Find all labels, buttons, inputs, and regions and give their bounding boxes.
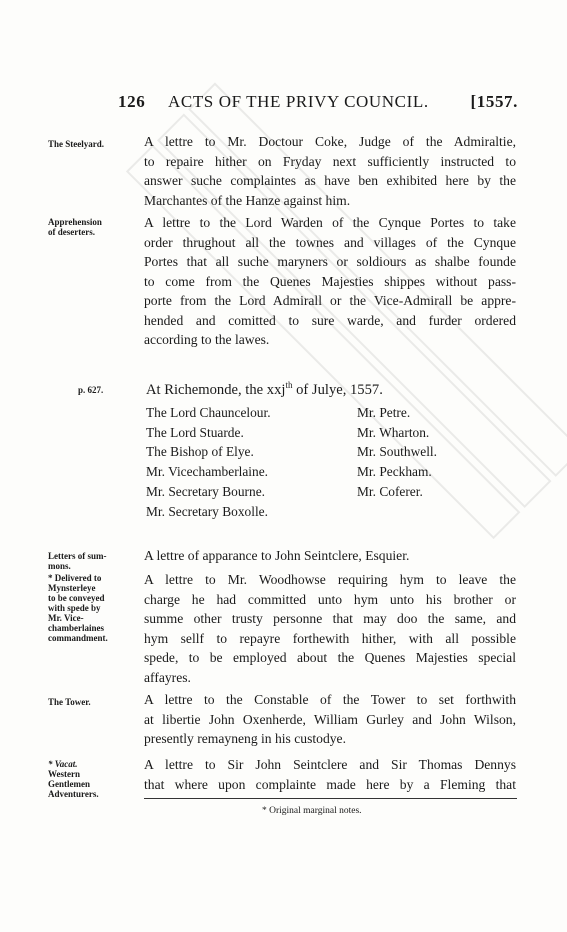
attendee: The Bishop of Elye.: [146, 444, 254, 460]
margin-note-line: * Delivered to: [48, 573, 102, 583]
entry-seintclere-dennys: [144, 755, 516, 794]
text-line: A lettre of apparance to John Seintclere, Esquier.: [144, 548, 410, 563]
attendee: Mr. Southwell.: [357, 444, 437, 460]
entry-summons: [144, 546, 516, 566]
attendee: Mr. Vicechamberlaine.: [146, 464, 269, 480]
margin-note-line: * Vacat.: [48, 759, 78, 769]
margin-note-line: The Steelyard.: [48, 139, 104, 149]
margin-note-line: mons.: [48, 561, 71, 571]
page-reference: p. 627.: [78, 385, 104, 395]
entry-woodhowse: [144, 570, 516, 687]
margin-note-line: to be conveyed: [48, 593, 105, 603]
footnote: * Original marginal notes.: [262, 806, 362, 816]
margin-note-line: of deserters.: [48, 227, 95, 237]
text-line: to repaire hither on Fryday next sufficiently instructed to: [144, 153, 516, 169]
attendees-right-column: [357, 403, 437, 502]
text-line: affayres.: [144, 669, 191, 685]
margin-note-line: commandment.: [48, 633, 108, 643]
margin-note-vacat: [48, 759, 126, 799]
attendee: Mr. Wharton.: [357, 424, 430, 440]
text-line: Marchantes of the Hanze against him.: [144, 192, 351, 208]
margin-note-line: Letters of sum-: [48, 551, 107, 561]
margin-note-line: Western: [48, 769, 80, 779]
text-line: A lettre to Sir John Seintclere and Sir Thomas Dennys: [144, 757, 516, 772]
text-line: to come from the Quenes Majesties shippes without pass-: [144, 273, 516, 289]
attendees-left-column: [146, 403, 271, 521]
text-line: charge he had committed unto hym unto his brother or: [144, 591, 516, 607]
page-number: 126: [118, 92, 146, 111]
meeting-place-superscript: th: [285, 380, 293, 390]
margin-note-summons: [48, 551, 126, 571]
header-year: [1557.: [470, 92, 518, 111]
margin-note-line: Adventurers.: [48, 789, 99, 799]
text-line: A lettre to Mr. Woodhowse requiring hym to leave the: [144, 572, 516, 587]
entry-steelyard: [144, 132, 516, 210]
text-line: porte from the Lord Admirall or the Vice-Admirall be appre-: [144, 293, 516, 308]
entry-deserters: [144, 213, 516, 350]
attendee: Mr. Secretary Bourne.: [146, 483, 265, 499]
text-line: A lettre to Mr. Doctour Coke, Judge of the Admiraltie,: [144, 134, 516, 149]
text-line: according to the lawes.: [144, 332, 270, 347]
text-line: A lettre to the Constable of the Tower to set forthwith: [144, 692, 516, 707]
meeting-place-date: of Julye, 1557.: [292, 381, 383, 398]
text-line: hended and comitted to sure warde, and furder ordered: [144, 312, 516, 328]
text-line: spede, to be employed about the Quenes Majesties special: [144, 650, 516, 665]
text-line: at libertie John Oxenherde, William Gurley and John Wilson,: [144, 711, 516, 727]
margin-note-line: chamberlaines: [48, 623, 104, 633]
margin-note-tower: [48, 697, 126, 707]
margin-note-line: Gentlemen: [48, 779, 90, 789]
attendee: Mr. Coferer.: [357, 483, 423, 499]
text-line: Portes that all suche maryners or soldiours as shalbe founde: [144, 254, 516, 269]
page-title: ACTS OF THE PRIVY COUNCIL.: [168, 92, 429, 111]
text-line: hym sellf to repayre forthewith hither, with all possible: [144, 630, 516, 646]
margin-note-line: with spede by: [48, 603, 101, 613]
text-line: answer suche complaintes as have ben exhibited here by the: [144, 173, 516, 188]
text-line: order thrughout all the townes and villages of the Cynque: [144, 234, 516, 250]
text-line: that where upon complainte made here by a Fleming that: [144, 776, 516, 792]
running-header: [118, 92, 518, 114]
text-line: summe other trusty personne that may doo the same, and: [144, 611, 516, 626]
margin-note-deserters: [48, 217, 126, 237]
entry-tower: [144, 690, 516, 749]
attendee: The Lord Chauncelour.: [146, 405, 271, 420]
attendee: Mr. Peckham.: [357, 464, 432, 480]
margin-note-line: The Tower.: [48, 697, 91, 707]
margin-note-line: Mynsterleye: [48, 583, 96, 593]
footnote-divider: [144, 798, 517, 799]
text-line: presently remayneng in his custodye.: [144, 731, 346, 746]
margin-note-delivered: [48, 573, 126, 643]
attendee: The Lord Stuarde.: [146, 424, 244, 440]
attendee: Mr. Petre.: [357, 405, 411, 420]
meeting-place: [146, 380, 383, 399]
text-line: A lettre to the Lord Warden of the Cynque Portes to take: [144, 215, 516, 230]
meeting-place-text: At Richemonde, the xxj: [146, 381, 286, 398]
margin-note-line: Mr. Vice-: [48, 613, 84, 623]
margin-note-line: Apprehension: [48, 217, 102, 227]
attendee: Mr. Secretary Boxolle.: [146, 503, 268, 519]
margin-note-steelyard: [48, 139, 126, 149]
